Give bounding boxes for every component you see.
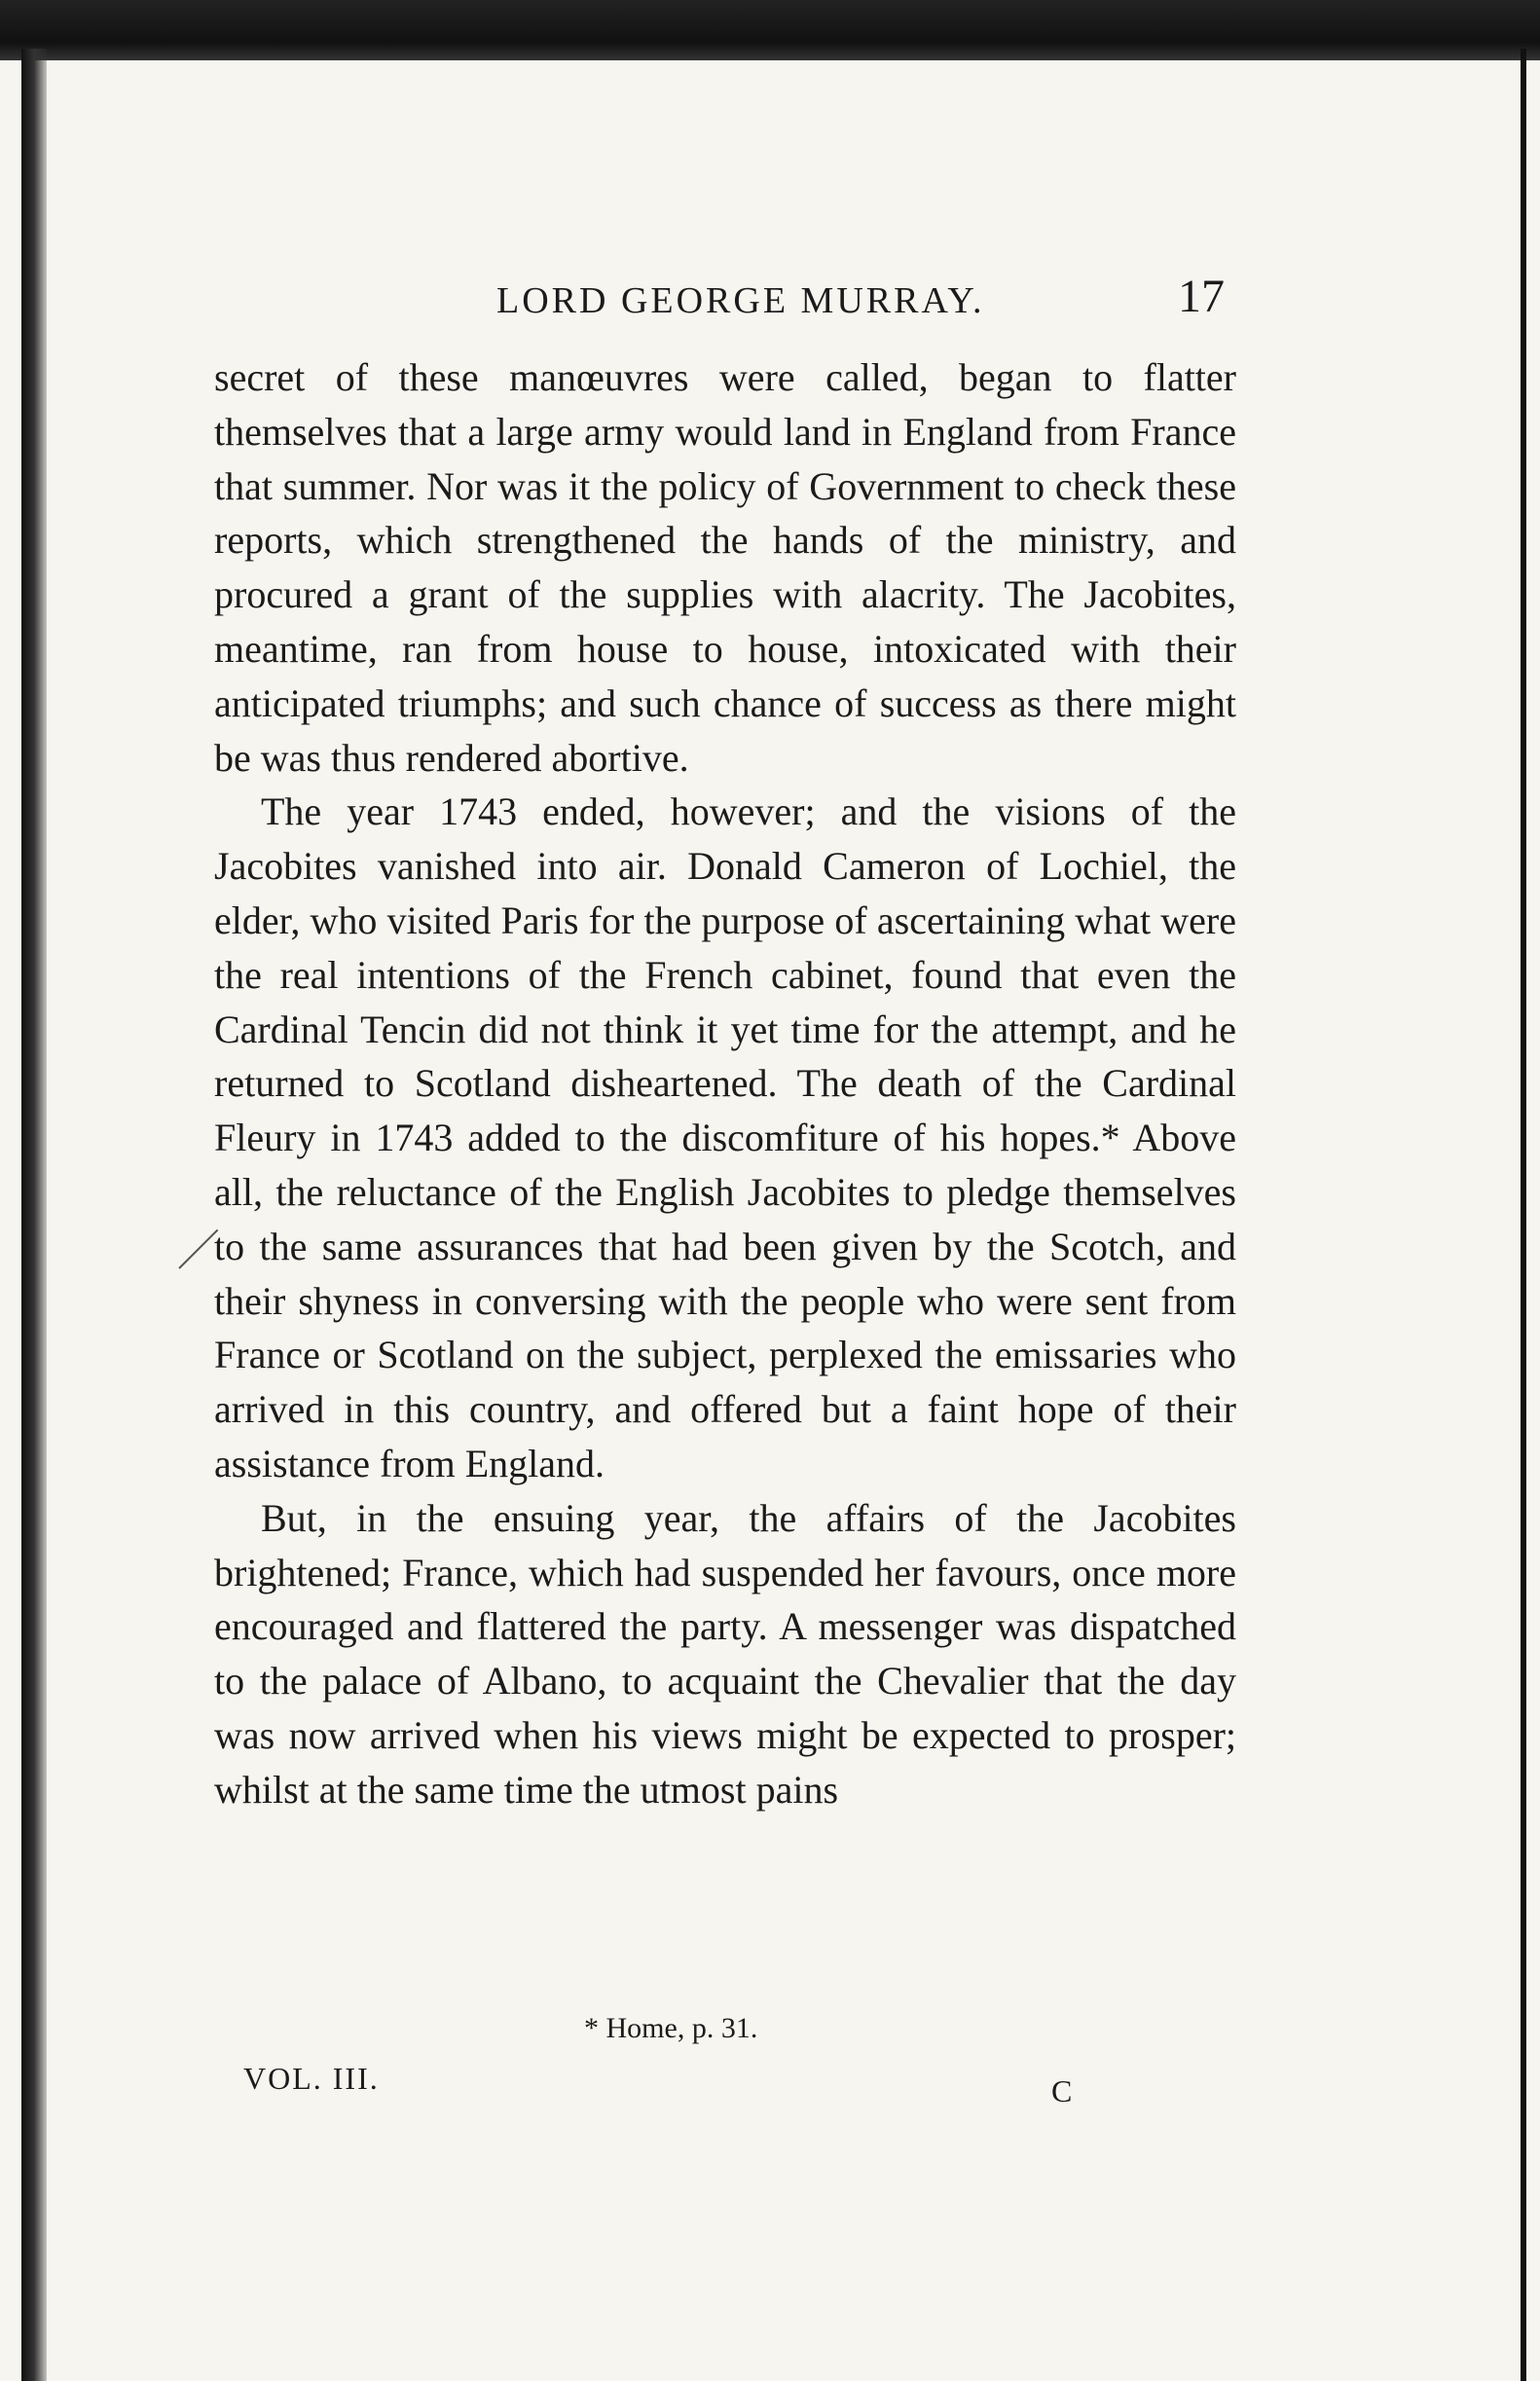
volume-signature: VOL. III.	[243, 2061, 380, 2096]
running-head: LORD GEORGE MURRAY.	[496, 280, 985, 321]
paragraph-continued: secret of these manœuvres were called, began to flatter themselves that a large army would land in England from France that summer. Nor was it the policy of Government to check these reports, which strengthened the hands of the ministry, and procured a grant of the supplies with alacrity. The Jacobites, meantime, ran from house to house, intoxicated with their anticipated triumphs; and such chance of success as there might be was thus rendered abortive.	[214, 355, 1236, 780]
pencil-mark	[178, 1229, 218, 1269]
scan-right-edge	[1521, 49, 1526, 2381]
paragraph-1743: The year 1743 ended, however; and the visions of the Jacobites vanished into air. Donald Cameron of Lochiel, the elder, who visited Paris for the purpose of ascertaining what were the real intentions of the French cabinet, found that even the Cardinal Tencin did not think it yet time for the attempt, and he returned to Scotland disheartened. The death of the Cardinal Fleury in 1743 added to the discomfiture of his hopes.* Above all, the reluctance of the English Jacobites to pledge themselves to the same assurances that had been given by the Scotch, and their shyness in conversing with the people who were sent from France or Scotland on the subject, perplexed the emissaries who arrived in this country, and offered but a faint hope of their assistance from England.	[214, 789, 1236, 1485]
footnote: * Home, p. 31.	[584, 2012, 758, 2044]
book-page	[58, 60, 1509, 2381]
scan-left-edge	[21, 49, 47, 2381]
paragraph-ensuing-year: But, in the ensuing year, the affairs of the Jacobites brightened; France, which had suspended her favours, once more encouraged and flattered the party. A messenger was dispatched to the palace of Albano, to acquaint the Chevalier that the day was now arrived when his views might be expected to prosper; whilst at the same time the utmost pains	[214, 1495, 1236, 1812]
body-text	[214, 350, 1236, 1817]
signature-letter: C	[1051, 2073, 1073, 2108]
page-number: 17	[1178, 271, 1225, 322]
scan-top-shadow	[0, 0, 1540, 60]
